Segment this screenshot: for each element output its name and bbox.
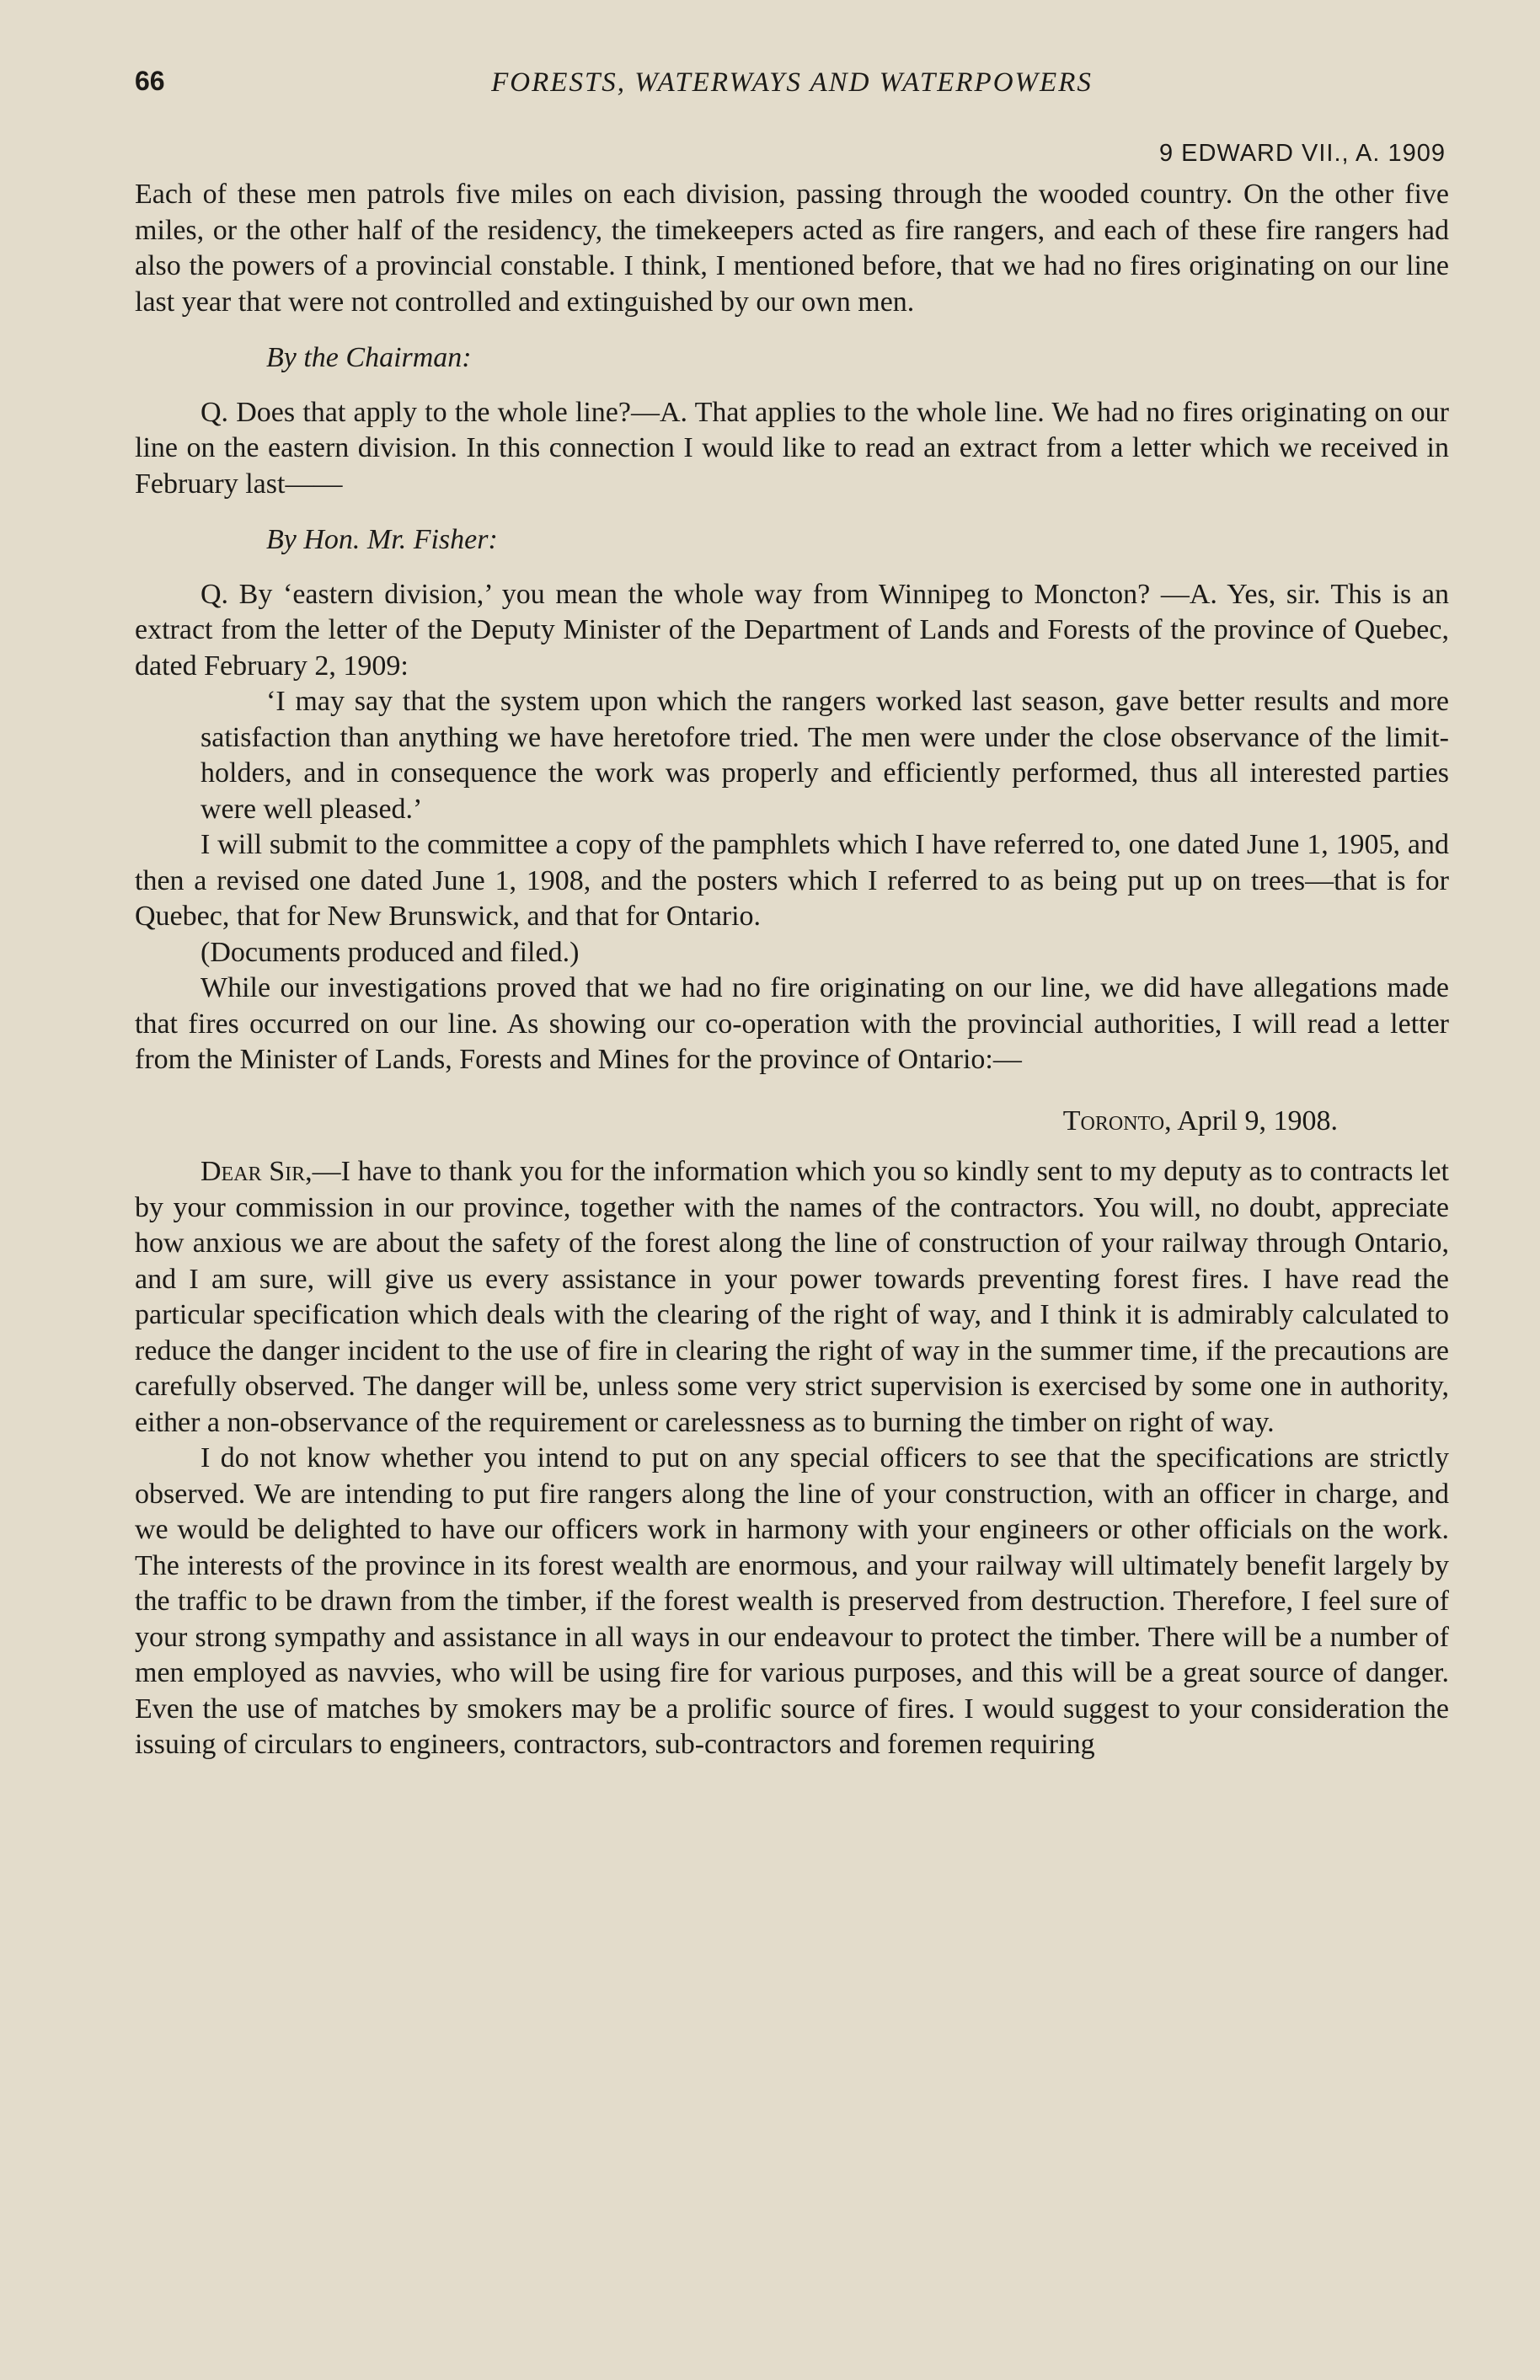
letter-paragraph xyxy=(135,1154,1449,1441)
letter-paragraph: I do not know whether you intend to put on any special officers to see that the specifications are strictly observed. We are intending to put fire rangers along the line of your construction, with an officer in charge, and we would be delighted to have our officers work in harmony with your engineers or other officials on the work. The interests of the province in its forest wealth are enormous, and your railway will ultimately benefit largely by the traffic to be drawn from the timber, if the forest wealth is preserved from destruction. Therefore, I feel sure of your strong sympathy and assistance in all ways in our endeavour to protect the timber. There will be a number of men employed as navvies, who will be using fire for various purposes, and this will be a great source of danger. Even the use of matches by smokers may be a prolific source of fires. I would suggest to your consideration the issuing of circulars to engineers, contractors, sub-contractors and foremen requiring xyxy=(135,1442,1449,1760)
page-number: 66 xyxy=(135,66,165,96)
paragraph: While our investigations proved that we had no fire originating on our line, we did have allegations made that fires occurred on our line. As showing our co-operation with the provincial authorities, I will read a letter from the Minister of Lands, Forests and Mines for the province of Ontario:— xyxy=(135,972,1449,1075)
page-header xyxy=(135,66,1449,108)
speaker-heading: By Hon. Mr. Fisher: xyxy=(266,524,498,555)
paragraph: (Documents produced and filed.) xyxy=(201,936,580,968)
paragraph: I will submit to the committee a copy of the pamphlets which I have referred to, one dated June 1, 1905, and then a revised one dated June 1, 1908, and the posters which I referred to as being put up on trees—that is for Quebec, that for New Brunswick, and that for Ontario. xyxy=(135,829,1449,932)
letter-dateline xyxy=(135,1104,1449,1140)
running-title: FORESTS, WATERWAYS AND WATERPOWERS xyxy=(491,67,1093,98)
body-text xyxy=(135,177,1449,1763)
letter-text: —I have to thank you for the information which you so kindly sent to my deputy as to contracts let by your commission in our province, together with the names of the contractors. You will, no doubt, appreciate how anxious we are about the safety of the forest along the line of construction of your railway through Ontario, and I am sure, will give us every assistance in your power towards preventing forest fires. I have read the particular specification which deals with the clearing of the right of way, and I think it is admirably calculated to reduce the danger incident to the use of fire in clearing the right of way in the summer time, if the precautions are carefully observed. The danger will be, unless some very strict supervision is exercised by some one in authority, either a non-observance of the requirement or carelessness as to burning the timber on right of way. xyxy=(135,1156,1450,1438)
dateline-city: Toronto, xyxy=(1062,1104,1172,1137)
dateline-date: April 9, 1908. xyxy=(1171,1104,1338,1137)
paragraph: Q. Does that apply to the whole line?—A. That applies to the whole line. We had no fires originating on our line on the eastern division. In this connection I would like to read an extract from a letter which we received in February last—— xyxy=(135,396,1449,500)
speaker-heading: By the Chairman: xyxy=(266,342,472,373)
salutation: Dear Sir, xyxy=(201,1156,313,1187)
quoted-extract: ‘I may say that the system upon which the rangers worked last season, gave better results and more satisfaction than anything we have heretofore tried. The men were under the close observance of the limit-holders, and in consequence the work was properly and efficiently performed, thus all interested parties were well pleased.’ xyxy=(201,686,1449,825)
paragraph: Q. By ‘eastern division,’ you mean the whole way from Winnipeg to Moncton? —A. Yes, sir. This is an extract from the letter of the Deputy Minister of the Department of Lands and Forests of the province of Quebec, dated February 2, 1909: xyxy=(135,578,1449,682)
session-line: 9 EDWARD VII., A. 1909 xyxy=(1158,140,1446,167)
paragraph: Each of these men patrols five miles on each division, passing through the wooded country. On the other five miles, or the other half of the residency, the timekeepers acted as fire rangers, and each of these fire rangers had also the powers of a provincial constable. I think, I mentioned before, that we had no fires originating on our line last year that were not controlled and extinguished by our own men. xyxy=(135,179,1449,318)
